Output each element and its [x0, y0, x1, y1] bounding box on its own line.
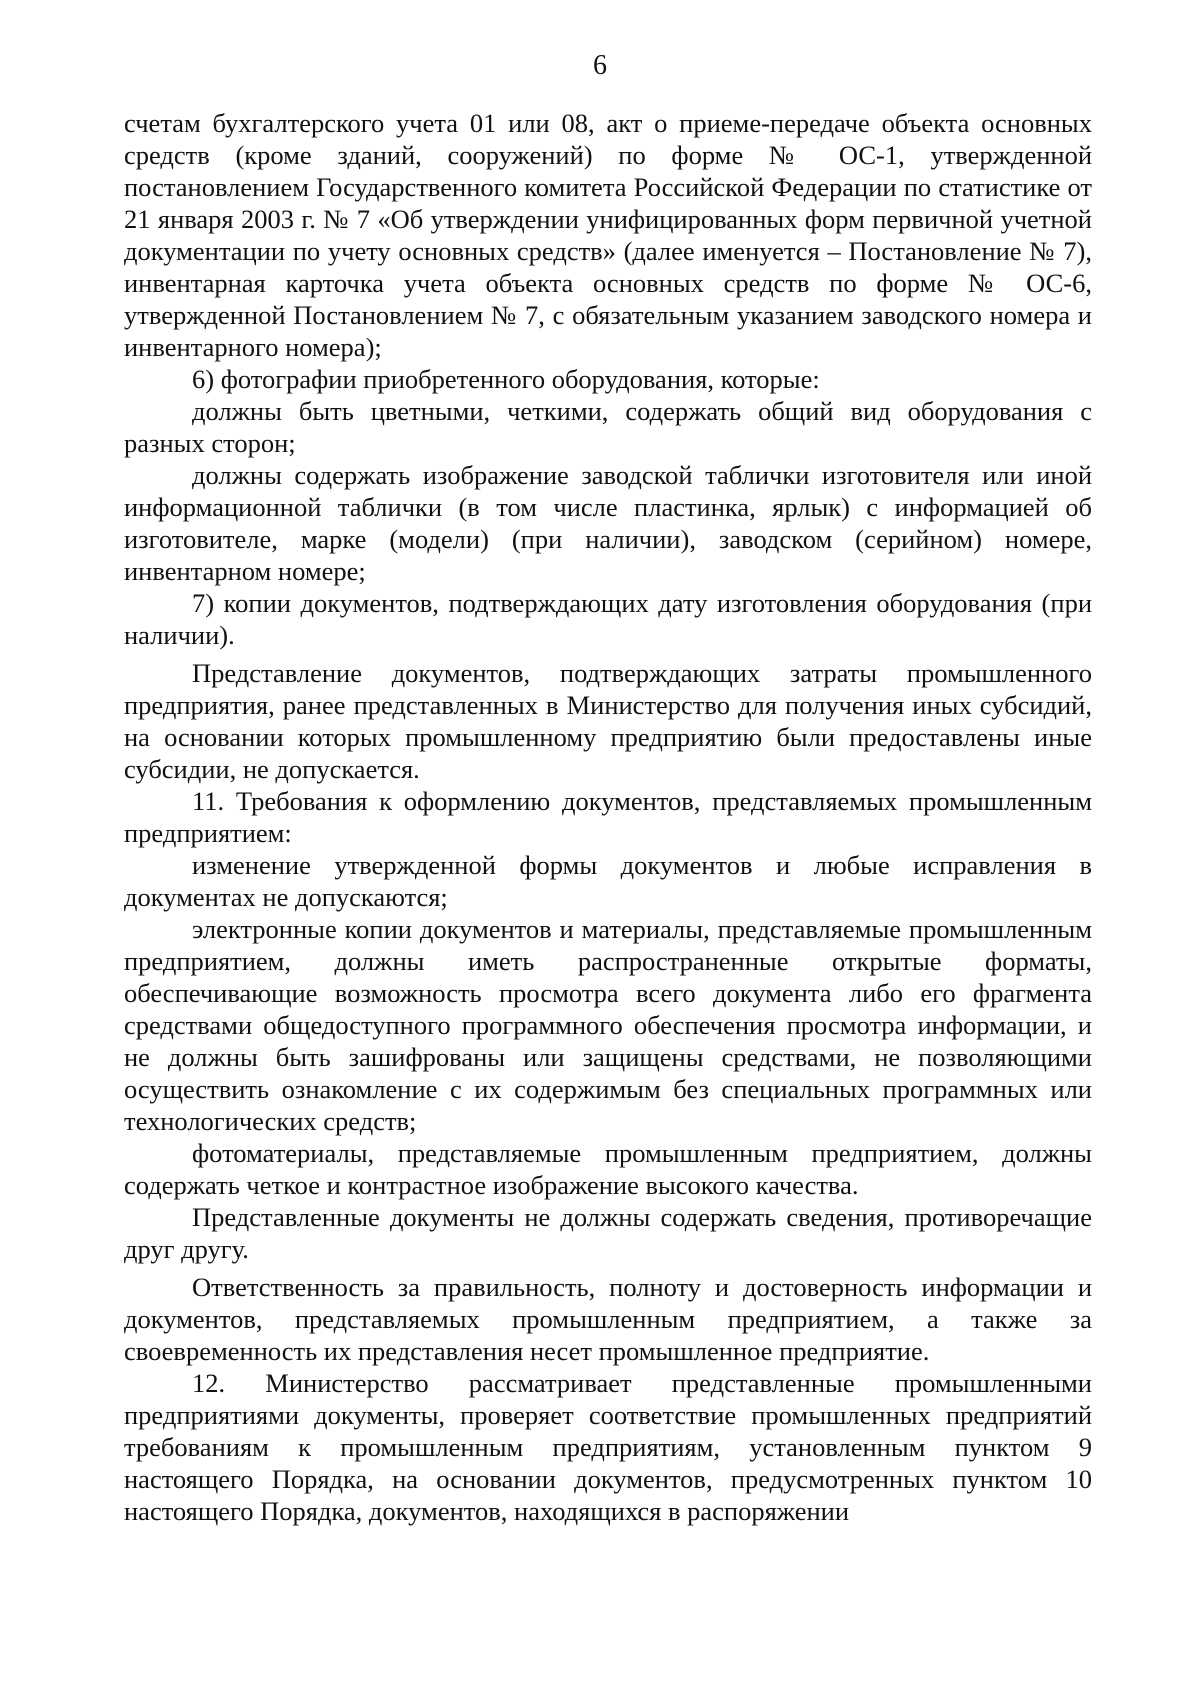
page-number: 6 [593, 50, 607, 81]
paragraph-electronic-copies: электронные копии документов и материалы, представляемые промышленным предприятием, должны иметь распространенные открытые форматы, обеспечивающие возможность просмотра всего документа либо его фрагмента средствами общедоступного программного обеспечения просмотра информации, и не должны быть зашифрованы или защищены средствами, не позволяющими осуществить ознакомление с их содержимым без специальных программных или технологических средств; [124, 914, 1092, 1136]
paragraph-no-duplicate-subsidy: Представление документов, подтверждающих затраты промышленного предприятия, ранее представленных в Министерство для получения иных субсидий, на основании которых промышленному предприятию были предоставлены иные субсидии, не допускается. [124, 658, 1092, 784]
document-body [124, 107, 1092, 1527]
paragraph-photo-requirement-color: должны быть цветными, четкими, содержать общий вид оборудования с разных сторон; [124, 396, 1092, 458]
paragraph-photo-materials: фотоматериалы, представляемые промышленным предприятием, должны содержать четкое и контрастное изображение высокого качества. [124, 1138, 1092, 1200]
paragraph-continuation: счетам бухгалтерского учета 01 или 08, акт о приеме-передаче объекта основных средств (кроме зданий, сооружений) по форме № ОС-1, утвержденной постановлением Государственного комитета Российской Федерации по статистике от 21 января 2003 г. № 7 «Об утверждении унифицированных форм первичной учетной документации по учету основных средств» (далее именуется – Постановление № 7), инвентарная карточка учета объекта основных средств по форме № ОС-6, утвержденной Постановлением № 7, с обязательным указанием заводского номера и инвентарного номера); [124, 108, 1092, 362]
paragraph-item-7: 7) копии документов, подтверждающих дату изготовления оборудования (при наличии). [124, 588, 1092, 650]
paragraph-photo-requirement-plate: должны содержать изображение заводской таблички изготовителя или иной информационной таблички (в том числе пластинка, ярлык) с информацией об изготовителе, марке (модели) (при наличии), заводском (серийном) номере, инвентарном номере; [124, 460, 1092, 586]
paragraph-no-contradictions: Представленные документы не должны содержать сведения, противоречащие друг другу. [124, 1202, 1092, 1264]
paragraph-item-12: 12. Министерство рассматривает представленные промышленными предприятиями документы, проверяет соответствие промышленных предприятий требованиям к промышленным предприятиям, установленным пунктом 9 настоящего Порядка, на основании документов, предусмотренных пунктом 10 настоящего Порядка, документов, находящихся в распоряжении [124, 1368, 1092, 1526]
paragraph-item-11: 11. Требования к оформлению документов, представляемых промышленным предприятием: [124, 786, 1092, 848]
paragraph-responsibility: Ответственность за правильность, полноту и достоверность информации и документов, представляемых промышленным предприятием, а также за своевременность их представления несет промышленное предприятие. [124, 1272, 1092, 1366]
paragraph-no-changes: изменение утвержденной формы документов и любые исправления в документах не допускаются; [124, 850, 1092, 912]
paragraph-item-6: 6) фотографии приобретенного оборудования, которые: [192, 364, 820, 394]
